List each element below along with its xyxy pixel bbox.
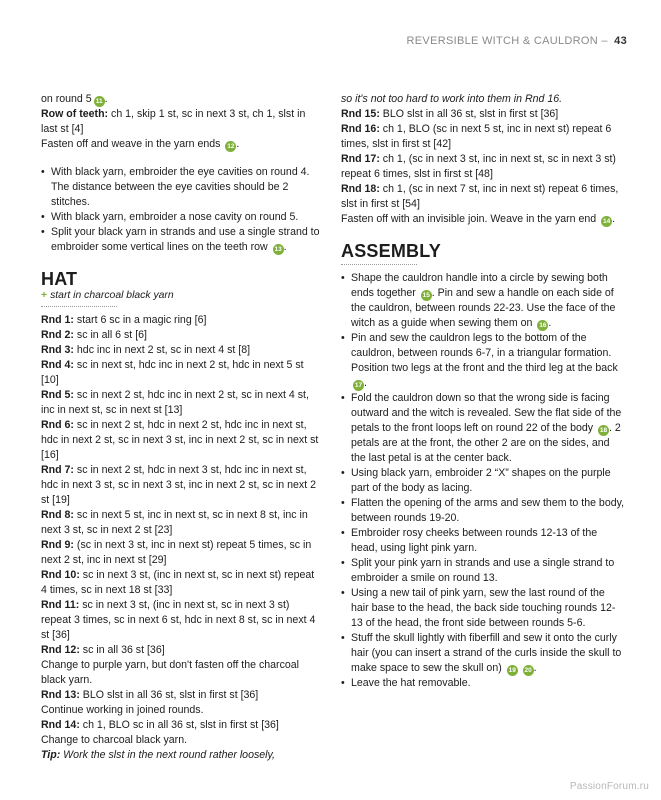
intro-text: on round 5	[41, 93, 92, 105]
round-text: sc in next 2 st, hdc in next 2 st, hdc inc in next st, hdc in next 2 st, sc in next 3 st, inc in next 2 st, sc in next st [16]	[41, 419, 319, 461]
round-label: Rnd 10:	[41, 569, 80, 581]
round-text: sc in next 3 st, (inc in next st, sc in next st) repeat 4 times, sc in next 18 st [33]	[41, 569, 315, 596]
step-badge-16: 16	[539, 322, 547, 329]
round-text: sc in next 2 st, hdc in next 3 st, hdc inc in next st, hdc in next 3 st, sc in next 3 st, inc in next 2 st, sc in next 2 st [19]	[41, 464, 316, 506]
step-badge-12: 12	[227, 143, 235, 150]
list-item-text: Leave the hat removable.	[351, 677, 471, 689]
round-text: sc in all 6 st [6]	[73, 329, 147, 341]
round-line	[41, 643, 321, 658]
intro-line-1: on round 5 11 .	[41, 93, 108, 105]
hat-note	[41, 289, 321, 303]
tip-line	[41, 748, 321, 763]
round-line	[41, 388, 321, 418]
round-text: sc in next 5 st, inc in next st, sc in next 8 st, inc in next 3 st, sc in next 2 st [23]	[41, 509, 308, 536]
round-label: Rnd 2:	[41, 329, 74, 341]
round-line	[41, 358, 321, 388]
list-item-text: Stuff the skull lightly with fiberfill and sew it onto the curly hair (you can insert a strand of the curls inside the skull to make space to sew the skull on)	[351, 632, 622, 674]
list-item	[341, 466, 625, 496]
round-text: BLO slst in all 36 st, slst in first st [36]	[79, 689, 259, 701]
step-badge-14: 14	[603, 218, 611, 225]
round-line	[41, 328, 321, 343]
round-text: ch 1, (sc in next 3 st, inc in next st, sc in next 3 st) repeat 6 times, slst in first st [48]	[341, 153, 616, 180]
step-badge-17: 17	[354, 382, 363, 389]
round-label: Rnd 6:	[41, 419, 74, 431]
list-item: • Split your black yarn in strands and use a single strand to embroider some vertical lines on the teeth row 13 .	[41, 225, 321, 255]
round-label: Rnd 7:	[41, 464, 74, 476]
list-item	[341, 676, 625, 691]
round-text: (sc in next 3 st, inc in next st) repeat 5 times, sc in next 2 st, inc in next st [29]	[41, 539, 312, 566]
round-label: Rnd 11:	[41, 599, 80, 611]
list-item-text: . 2 petals are at the front, the other 2 are on the sides, and the last petal is at the center back.	[351, 422, 621, 464]
hat-rounds	[41, 313, 321, 763]
running-head	[407, 35, 627, 47]
assembly-list	[341, 271, 625, 691]
round-text: sc in next 3 st, (inc in next st, sc in next 3 st) repeat 3 times, sc in next 6 st, hdc in next 8 st, sc in next 4 st [36]	[41, 599, 316, 641]
list-item	[341, 496, 625, 526]
tip-label: Tip:	[41, 749, 61, 761]
instruction-text: Continue working in joined rounds.	[41, 704, 204, 716]
running-head-separator: –	[598, 35, 612, 47]
left-column	[41, 92, 321, 763]
list-item-text: With black yarn, embroider the eye cavities on round 4. The distance between the eye cavities should be 2 stitches.	[51, 166, 310, 208]
list-item-text: Embroider rosy cheeks between rounds 12-13 of the head, using light pink yarn.	[351, 527, 598, 554]
round-line	[41, 718, 321, 733]
list-item-text: Pin and sew the cauldron legs to the bottom of the cauldron, between rounds 6-7, in a triangular formation. Position two legs at the front and the third leg at the back	[351, 332, 618, 374]
step-badge-19: 19	[508, 667, 516, 674]
round-label: Rnd 16:	[341, 123, 380, 135]
round-label: Rnd 12:	[41, 644, 80, 656]
tip-continued: so it's not too hard to work into them in Rnd 16.	[341, 93, 563, 105]
round-line	[341, 152, 625, 182]
row-label: Row of teeth:	[41, 108, 109, 120]
round-text: ch 1, BLO sc in all 36 st, slst in first st [36]	[79, 719, 279, 731]
step-badge-11: 11	[94, 96, 105, 107]
list-item-text: .	[364, 377, 367, 389]
instruction-text: Change to charcoal black yarn.	[41, 734, 188, 746]
round-line	[41, 463, 321, 508]
site-watermark: PassionForum.ru	[569, 781, 649, 792]
step-badge-18: 18	[599, 427, 608, 434]
round-text: ch 1, BLO (sc in next 5 st, inc in next st) repeat 6 times, slst in first st [42]	[341, 123, 612, 150]
fasten-text: Fasten off and weave in the yarn ends	[41, 138, 221, 150]
round-label: Rnd 18:	[341, 183, 380, 195]
list-item	[41, 210, 321, 225]
list-item	[341, 331, 625, 391]
round-line	[41, 508, 321, 538]
list-item	[41, 165, 321, 210]
list-item	[341, 631, 625, 676]
round-line	[41, 343, 321, 358]
round-text: sc in all 36 st [36]	[79, 644, 165, 656]
list-item-text: Split your black yarn in strands and use a single strand to embroider some vertical lines on the teeth row	[51, 226, 320, 253]
list-item	[341, 391, 625, 466]
list-item-text: .	[533, 662, 537, 674]
list-item-text: Fold the cauldron down so that the wrong side is facing outward and the witch is revealed. Sew the flat side of the petals to the front loops left on round 22 of the body	[351, 392, 622, 434]
list-item	[341, 586, 625, 631]
plus-icon: +	[41, 290, 48, 301]
round-label: Rnd 9:	[41, 539, 74, 551]
list-item	[341, 556, 625, 586]
hat-note-text: start in charcoal black yarn	[50, 290, 174, 301]
running-head-title: REVERSIBLE WITCH & CAULDRON	[406, 35, 599, 47]
round-text: sc in next st, hdc inc in next 2 st, hdc in next 5 st [10]	[41, 359, 304, 386]
section-divider	[41, 306, 117, 307]
round-text: BLO slst in all 36 st, slst in first st [36]	[379, 108, 559, 120]
face-embroidery-list	[41, 165, 321, 255]
page-number: 43	[614, 35, 627, 47]
round-text: hdc inc in next 2 st, sc in next 4 st [8]	[73, 344, 251, 356]
section-divider	[341, 264, 417, 265]
round-label: Rnd 3:	[41, 344, 74, 356]
list-item-text: With black yarn, embroider a nose cavity on round 5.	[51, 211, 299, 223]
round-label: Rnd 13:	[41, 689, 80, 701]
round-label: Rnd 1:	[41, 314, 74, 326]
round-line	[41, 418, 321, 463]
fasten-off-line: Fasten off and weave in the yarn ends 12 .	[41, 138, 240, 150]
list-item-text: Using black yarn, embroider 2 “X” shapes on the purple part of the body as lacing.	[351, 467, 611, 494]
step-badge-20: 20	[524, 667, 532, 674]
round-label: Rnd 5:	[41, 389, 74, 401]
instruction-line	[41, 658, 321, 688]
round-label: Rnd 15:	[341, 108, 380, 120]
list-item	[341, 271, 625, 331]
round-line	[41, 538, 321, 568]
instruction-text: Fasten off with an invisible join. Weave in the yarn end	[341, 213, 597, 225]
round-label: Rnd 14:	[41, 719, 80, 731]
round-line	[41, 313, 321, 328]
step-badge-15: 15	[422, 292, 430, 299]
list-item-text: Shape the cauldron handle into a circle by sewing both ends together	[351, 272, 608, 299]
round-label: Rnd 8:	[41, 509, 74, 521]
round-label: Rnd 17:	[341, 153, 380, 165]
list-item-text: .	[548, 317, 552, 329]
round-text: ch 1, (sc in next 7 st, inc in next st) repeat 6 times, slst in first st [54]	[341, 183, 619, 210]
instruction-text: Change to purple yarn, but don't fasten off the charcoal black yarn.	[41, 659, 300, 686]
row-text: ch 1, skip 1 st, sc in next 3 st, ch 1, slst in last st [4]	[41, 108, 306, 135]
round-line	[41, 598, 321, 643]
fasten-off-join: Fasten off with an invisible join. Weave in the yarn end 14 .	[341, 213, 616, 225]
instruction-line	[41, 733, 321, 748]
round-text: sc in next 2 st, hdc inc in next 2 st, sc in next 4 st, inc in next st, sc in next st [13]	[41, 389, 309, 416]
list-item-text: . Pin and sew a handle on each side of the cauldron, between rounds 22-23. Use the face of the witch as a guide when sewing them on	[351, 287, 616, 329]
list-item	[341, 526, 625, 556]
round-text: start 6 sc in a magic ring [6]	[73, 314, 207, 326]
right-column	[341, 92, 625, 691]
list-item-text: Using a new tail of pink yarn, sew the last round of the hair base to the head, the back side touching rounds 12-13 of the head, the front side between rounds 5-6.	[351, 587, 616, 629]
row-of-teeth	[41, 107, 321, 137]
instruction-line	[41, 703, 321, 718]
step-badge-13: 13	[274, 246, 282, 253]
hat-heading: HAT	[41, 269, 78, 289]
round-line	[41, 688, 321, 703]
round-line	[341, 122, 625, 152]
round-line	[341, 182, 625, 212]
list-item-text: Flatten the opening of the arms and sew them to the body, between rounds 19-20.	[351, 497, 625, 524]
tip-text: Work the slst in the next round rather loosely,	[60, 749, 275, 761]
page-header	[0, 0, 661, 80]
round-line	[341, 107, 625, 122]
assembly-heading: ASSEMBLY	[341, 241, 441, 261]
round-line	[41, 568, 321, 598]
list-item-text: Split your pink yarn in strands and use a single strand to embroider a smile on round 13.	[351, 557, 615, 584]
round-label: Rnd 4:	[41, 359, 74, 371]
